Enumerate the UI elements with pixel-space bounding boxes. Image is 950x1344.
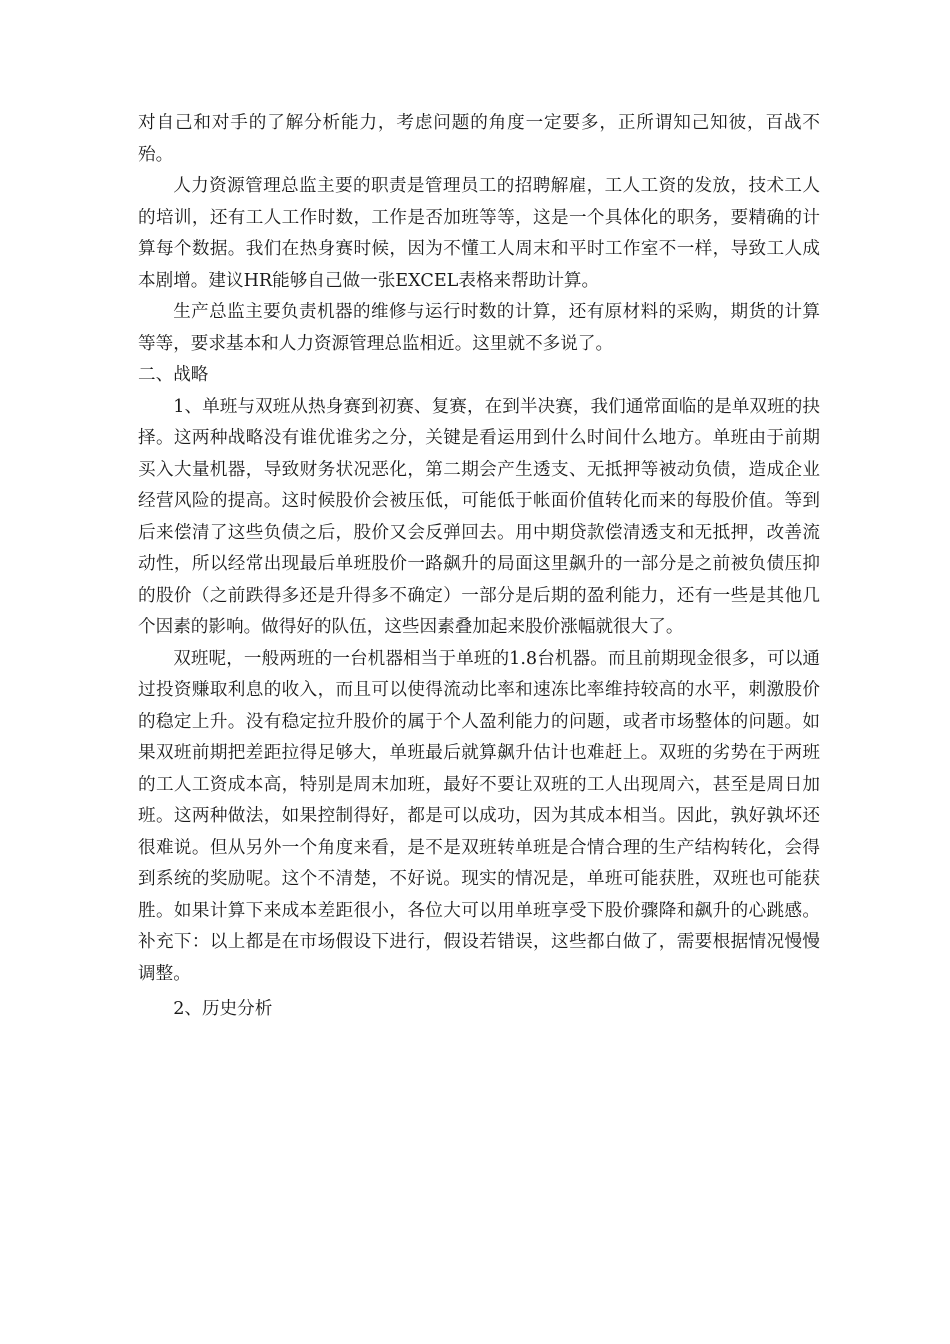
paragraph-single-double-shift: 1、单班与双班从热身赛到初赛、复赛，在到半决赛，我们通常面临的是单双班的抉择。这两种战略没有谁优谁劣之分，关键是看运用到什么时间什么地方。单班由于前期买入大量机器，导致财务状况恶化，第二期会产生透支、无抵押等被动负债，造成企业经营风险的提高。这时候股价会被压低，可能低于帐面价值转化而来的每股价值。等到后来偿清了这些负债之后，股价又会反弹回去。用中期贷款偿清透支和无抵押，改善流动性，所以经常出现最后单班股价一路飙升的局面这里飙升的一部分是之前被负债压抑的股价（之前跌得多还是升得多不确定）一部分是后期的盈利能力，还有一些是其他几个因素的影响。做得好的队伍，这些因素叠加起来股价涨幅就很大了。 (138, 396, 820, 637)
subsection-heading-history-analysis: 2、历史分析 (173, 999, 273, 1019)
paragraph-know-yourself: 对自己和对手的了解分析能力，考虑问题的角度一定要多，正所谓知己知彼，百战不殆。 (138, 113, 820, 165)
section-heading-strategy: 二、战略 (138, 365, 209, 385)
paragraph-production-director: 生产总监主要负责机器的维修与运行时数的计算，还有原材料的采购，期货的计算等等，要求基本和人力资源管理总监相近。这里就不多说了。 (138, 302, 820, 354)
document-page (138, 108, 820, 1026)
paragraph-double-shift: 双班呢，一般两班的一台机器相当于单班的1.8台机器。而且前期现金很多，可以通过投资赚取利息的收入，而且可以使得流动比率和速冻比率维持较高的水平，刺激股价的稳定上升。没有稳定拉升股价的属于个人盈利能力的问题，或者市场整体的问题。如果双班前期把差距拉得足够大，单班最后就算飙升估计也难赶上。双班的劣势在于两班的工人工资成本高，特别是周末加班，最好不要让双班的工人出现周六，甚至是周日加班。这两种做法，如果控制得好，都是可以成功，因为其成本相当。因此，孰好孰坏还很难说。但从另外一个角度来看，是不是双班转单班是合情合理的生产结构转化，会得到系统的奖励呢。这个不清楚，不好说。现实的情况是，单班可能获胜，双班也可能获胜。如果计算下来成本差距很小，各位大可以用单班享受下股价骤降和飙升的心跳感。补充下：以上都是在市场假设下进行，假设若错误，这些都白做了，需要根据情况慢慢调整。 (138, 648, 820, 984)
paragraph-hr-director: 人力资源管理总监主要的职责是管理员工的招聘解雇，工人工资的发放，技术工人的培训，还有工人工作时数，工作是否加班等等，这是一个具体化的职务，要精确的计算每个数据。我们在热身赛时候，因为不懂工人周末和平时工作室不一样，导致工人成本剧增。建议HR能够自己做一张EXCEL表格来帮助计算。 (138, 176, 820, 291)
